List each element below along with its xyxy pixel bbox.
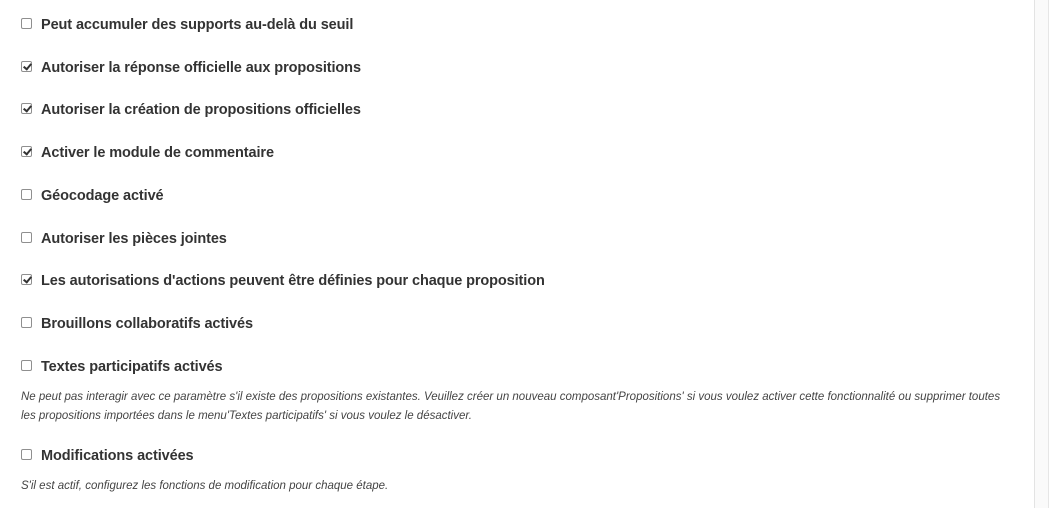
setting-official-answers[interactable]	[21, 58, 361, 78]
checkbox[interactable]	[21, 449, 32, 460]
checkbox[interactable]	[21, 146, 32, 157]
setting-label: Autoriser les pièces jointes	[41, 231, 227, 247]
setting-label: Brouillons collaboratifs activés	[41, 316, 253, 332]
setting-attachments[interactable]	[21, 229, 227, 249]
setting-amendments[interactable]	[21, 446, 194, 466]
setting-label: Activer le module de commentaire	[41, 145, 274, 161]
setting-threshold-accumulate[interactable]	[21, 15, 353, 35]
setting-label: Les autorisations d'actions peuvent être définies pour chaque proposition	[41, 273, 545, 289]
help-text-participatory-texts: Ne peut pas interagir avec ce paramètre s'il existe des propositions existantes. Veuillez créer un nouveau composant'Propositions' si vous voulez activer cette fonctionnalité ou supprimer toutes les propositions importées dans le menu'Textes participatifs' si vous voulez le désactiver.	[21, 391, 1001, 422]
setting-participatory-texts[interactable]	[21, 357, 223, 377]
setting-geocoding[interactable]	[21, 186, 164, 206]
checkbox[interactable]	[21, 232, 32, 243]
setting-collaborative-drafts[interactable]	[21, 314, 253, 334]
setting-label: Autoriser la création de propositions officielles	[41, 102, 361, 118]
setting-label: Géocodage activé	[41, 188, 164, 204]
checkbox[interactable]	[21, 189, 32, 200]
checkbox[interactable]	[21, 317, 32, 328]
setting-label: Autoriser la réponse officielle aux propositions	[41, 60, 361, 76]
help-text-amendments: S'il est actif, configurez les fonctions de modification pour chaque étape.	[21, 480, 389, 492]
setting-label: Textes participatifs activés	[41, 359, 223, 375]
setting-label: Peut accumuler des supports au-delà du seuil	[41, 17, 354, 33]
setting-label: Modifications activées	[41, 448, 194, 464]
scrollbar[interactable]	[1048, 0, 1049, 508]
checkbox[interactable]	[21, 274, 32, 285]
setting-official-proposals[interactable]	[21, 100, 361, 120]
setting-comments-module[interactable]	[21, 143, 274, 163]
checkbox[interactable]	[21, 18, 32, 29]
setting-action-permissions[interactable]	[21, 271, 545, 291]
checkbox[interactable]	[21, 360, 32, 371]
checkbox[interactable]	[21, 61, 32, 72]
page-gutter	[1035, 0, 1048, 508]
checkbox[interactable]	[21, 103, 32, 114]
